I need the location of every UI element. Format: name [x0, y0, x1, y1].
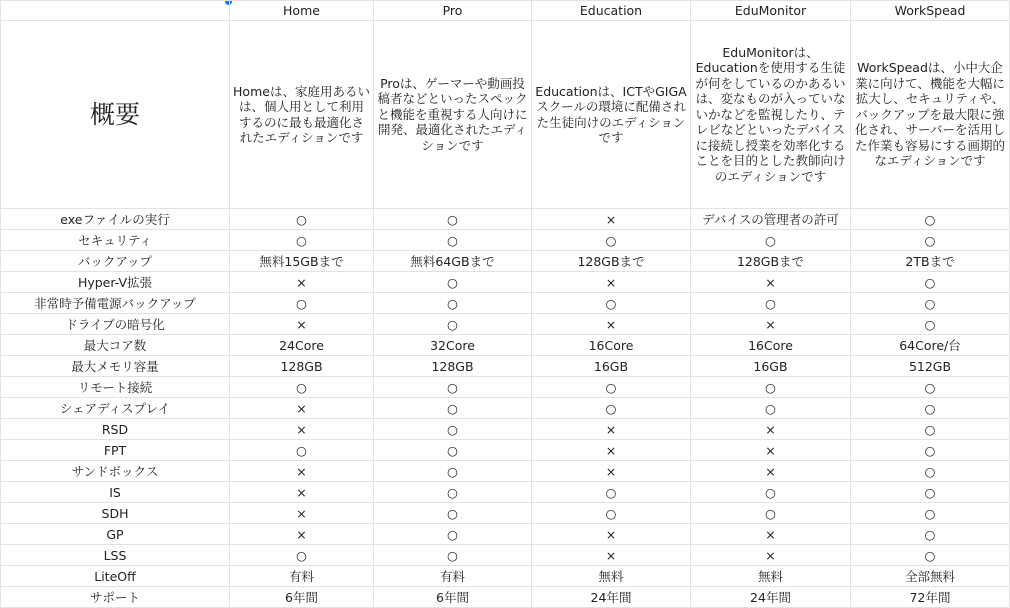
table-cell[interactable]: ○ — [851, 524, 1010, 545]
table-cell[interactable]: 128GB — [374, 356, 532, 377]
table-cell[interactable]: デバイスの管理者の許可 — [691, 209, 851, 230]
table-cell[interactable]: ○ — [691, 503, 851, 524]
table-cell[interactable]: 16GB — [532, 356, 691, 377]
table-cell[interactable]: ○ — [374, 524, 532, 545]
table-cell[interactable]: ○ — [851, 377, 1010, 398]
column-header-cell[interactable]: Pro — [374, 1, 532, 21]
table-cell[interactable]: ○ — [374, 230, 532, 251]
row-label-cell[interactable]: 非常時予備電源バックアップ — [1, 293, 230, 314]
table-cell[interactable]: ○ — [230, 377, 374, 398]
table-cell[interactable]: ○ — [374, 314, 532, 335]
table-row — [1, 482, 1010, 503]
table-cell[interactable]: ○ — [230, 440, 374, 461]
edition-description-cell[interactable]: Homeは、家庭用あるいは、個人用として利用するのに最も最適化されたエディションです — [230, 21, 374, 209]
table-row — [1, 566, 1010, 587]
table-cell[interactable]: ○ — [374, 272, 532, 293]
row-label-cell[interactable]: LSS — [1, 545, 230, 566]
table-row — [1, 209, 1010, 230]
table-cell[interactable]: ○ — [532, 293, 691, 314]
table-row — [1, 251, 1010, 272]
table-row — [1, 356, 1010, 377]
table-cell[interactable]: ○ — [851, 230, 1010, 251]
table-cell[interactable]: × — [691, 524, 851, 545]
table-cell[interactable]: ○ — [851, 482, 1010, 503]
table-cell[interactable]: ○ — [230, 293, 374, 314]
corner-cell[interactable] — [1, 1, 230, 21]
table-cell[interactable]: × — [532, 272, 691, 293]
table-cell[interactable]: × — [230, 482, 374, 503]
edition-description-cell[interactable]: EduMonitorは、Educationを使用する生徒が何をしているのかあるいは、変なものが入っていないかなどを監視したり、テレビなどといったデバイスに接続し授業を効率化することを目的とした教師向けのエディションです — [691, 21, 851, 209]
table-cell[interactable]: 2TBまで — [851, 251, 1010, 272]
overview-title-cell[interactable]: 概要 — [1, 21, 230, 209]
table-cell[interactable]: 全部無料 — [851, 566, 1010, 587]
table-cell[interactable]: ○ — [691, 398, 851, 419]
table-cell[interactable]: ○ — [691, 293, 851, 314]
table-cell[interactable]: × — [691, 314, 851, 335]
table-row — [1, 314, 1010, 335]
edition-description-cell[interactable]: WorkSpeadは、小中大企業に向けて、機能を大幅に拡大し、セキュリティや、バックアップを最大限に強化され、サーバーを活用した作業も容易にする画期的なエディションです — [851, 21, 1010, 209]
table-cell[interactable]: ○ — [851, 503, 1010, 524]
column-header-cell[interactable]: EduMonitor — [691, 1, 851, 21]
table-cell[interactable]: ○ — [691, 230, 851, 251]
column-header-cell[interactable]: Education — [532, 1, 691, 21]
table-cell[interactable]: × — [532, 545, 691, 566]
edition-description-cell[interactable]: Proは、ゲーマーや動画投稿者などといったスペックと機能を重視する人向けに開発、最適化されたエディションです — [374, 21, 532, 209]
table-cell[interactable]: ○ — [374, 377, 532, 398]
table-cell[interactable]: ○ — [851, 314, 1010, 335]
table-cell[interactable]: ○ — [374, 398, 532, 419]
row-label-cell[interactable]: バックアップ — [1, 251, 230, 272]
table-cell[interactable]: 6年間 — [230, 587, 374, 608]
table-row — [1, 545, 1010, 566]
table-cell[interactable]: × — [691, 545, 851, 566]
table-cell[interactable]: 無料 — [691, 566, 851, 587]
table-cell[interactable]: × — [230, 398, 374, 419]
table-cell[interactable]: 128GB — [230, 356, 374, 377]
row-label-cell[interactable]: exeファイルの実行 — [1, 209, 230, 230]
table-cell[interactable]: 無料15GBまで — [230, 251, 374, 272]
table-cell[interactable]: ○ — [851, 545, 1010, 566]
table-row — [1, 272, 1010, 293]
table-cell[interactable]: 64Core/台 — [851, 335, 1010, 356]
table-cell[interactable]: ○ — [374, 419, 532, 440]
table-cell[interactable]: ○ — [230, 545, 374, 566]
column-header-cell[interactable]: WorkSpead — [851, 1, 1010, 21]
row-label-cell[interactable]: GP — [1, 524, 230, 545]
table-cell[interactable]: ○ — [851, 461, 1010, 482]
row-label-cell[interactable]: セキュリティ — [1, 230, 230, 251]
table-cell[interactable]: ○ — [691, 377, 851, 398]
table-cell[interactable]: × — [691, 272, 851, 293]
table-cell[interactable]: 16Core — [691, 335, 851, 356]
row-label-cell[interactable]: サポート — [1, 587, 230, 608]
table-row — [1, 398, 1010, 419]
table-cell[interactable]: 128GBまで — [691, 251, 851, 272]
table-cell[interactable]: ○ — [532, 230, 691, 251]
row-label-cell[interactable]: IS — [1, 482, 230, 503]
table-cell[interactable]: ○ — [851, 398, 1010, 419]
table-cell[interactable]: ○ — [374, 293, 532, 314]
table-cell[interactable]: 24年間 — [532, 587, 691, 608]
table-row — [1, 230, 1010, 251]
row-label-cell[interactable]: ドライブの暗号化 — [1, 314, 230, 335]
table-cell[interactable]: ○ — [851, 209, 1010, 230]
table-cell[interactable]: 無料 — [532, 566, 691, 587]
row-label-cell[interactable]: 最大メモリ容量 — [1, 356, 230, 377]
table-cell[interactable]: × — [230, 461, 374, 482]
row-label-cell[interactable]: FPT — [1, 440, 230, 461]
table-cell[interactable]: 16Core — [532, 335, 691, 356]
overview-row — [1, 21, 1010, 209]
table-cell[interactable]: ○ — [532, 398, 691, 419]
table-cell[interactable]: ○ — [374, 209, 532, 230]
table-cell[interactable]: ○ — [851, 272, 1010, 293]
table-cell[interactable]: ○ — [851, 419, 1010, 440]
table-cell[interactable]: × — [230, 419, 374, 440]
table-cell[interactable]: ○ — [374, 545, 532, 566]
table-cell[interactable]: × — [532, 419, 691, 440]
table-cell[interactable]: × — [230, 314, 374, 335]
table-cell[interactable]: 有料 — [374, 566, 532, 587]
table-cell[interactable]: 512GB — [851, 356, 1010, 377]
column-header-cell[interactable]: Home — [230, 1, 374, 21]
table-cell[interactable]: × — [691, 461, 851, 482]
table-cell[interactable]: × — [532, 314, 691, 335]
table-row — [1, 293, 1010, 314]
table-cell[interactable]: × — [532, 461, 691, 482]
table-cell[interactable]: ○ — [851, 293, 1010, 314]
table-cell[interactable]: × — [230, 272, 374, 293]
table-row — [1, 503, 1010, 524]
table-cell[interactable]: × — [532, 440, 691, 461]
table-cell[interactable]: × — [691, 440, 851, 461]
table-cell[interactable]: ○ — [851, 440, 1010, 461]
row-label-cell[interactable]: SDH — [1, 503, 230, 524]
table-cell[interactable]: × — [230, 503, 374, 524]
table-cell[interactable]: ○ — [532, 503, 691, 524]
table-cell[interactable]: ○ — [532, 482, 691, 503]
table-cell[interactable]: 32Core — [374, 335, 532, 356]
edition-description-cell[interactable]: Educationは、ICTやGIGAスクールの環境に配備された生徒向けのエディションです — [532, 21, 691, 209]
table-row — [1, 377, 1010, 398]
table-cell[interactable]: ○ — [230, 209, 374, 230]
table-cell[interactable]: 16GB — [691, 356, 851, 377]
row-label-cell[interactable]: シェアディスプレイ — [1, 398, 230, 419]
table-row — [1, 587, 1010, 608]
table-row — [1, 335, 1010, 356]
row-label-cell[interactable]: LiteOff — [1, 566, 230, 587]
row-label-cell[interactable]: リモート接続 — [1, 377, 230, 398]
table-cell[interactable]: ○ — [374, 461, 532, 482]
table-cell[interactable]: ○ — [374, 482, 532, 503]
table-cell[interactable]: 有料 — [230, 566, 374, 587]
table-cell[interactable]: ○ — [691, 482, 851, 503]
table-cell[interactable]: 128GBまで — [532, 251, 691, 272]
table-row — [1, 419, 1010, 440]
table-row — [1, 440, 1010, 461]
table-cell[interactable]: × — [532, 209, 691, 230]
table-cell[interactable]: ○ — [230, 230, 374, 251]
table-row — [1, 461, 1010, 482]
table-cell[interactable]: ○ — [532, 377, 691, 398]
table-cell[interactable]: 24Core — [230, 335, 374, 356]
row-label-cell[interactable]: RSD — [1, 419, 230, 440]
table-cell[interactable]: 24年間 — [691, 587, 851, 608]
table-cell[interactable]: 6年間 — [374, 587, 532, 608]
table-cell[interactable]: ○ — [374, 440, 532, 461]
table-cell[interactable]: × — [532, 524, 691, 545]
table-cell[interactable]: × — [691, 419, 851, 440]
table-cell[interactable]: 無料64GBまで — [374, 251, 532, 272]
table-cell[interactable]: ○ — [374, 503, 532, 524]
row-label-cell[interactable]: 最大コア数 — [1, 335, 230, 356]
row-label-cell[interactable]: サンドボックス — [1, 461, 230, 482]
table-row — [1, 524, 1010, 545]
table-cell[interactable]: 72年間 — [851, 587, 1010, 608]
row-label-cell[interactable]: Hyper-V拡張 — [1, 272, 230, 293]
header-row — [1, 1, 1010, 21]
table-cell[interactable]: × — [230, 524, 374, 545]
